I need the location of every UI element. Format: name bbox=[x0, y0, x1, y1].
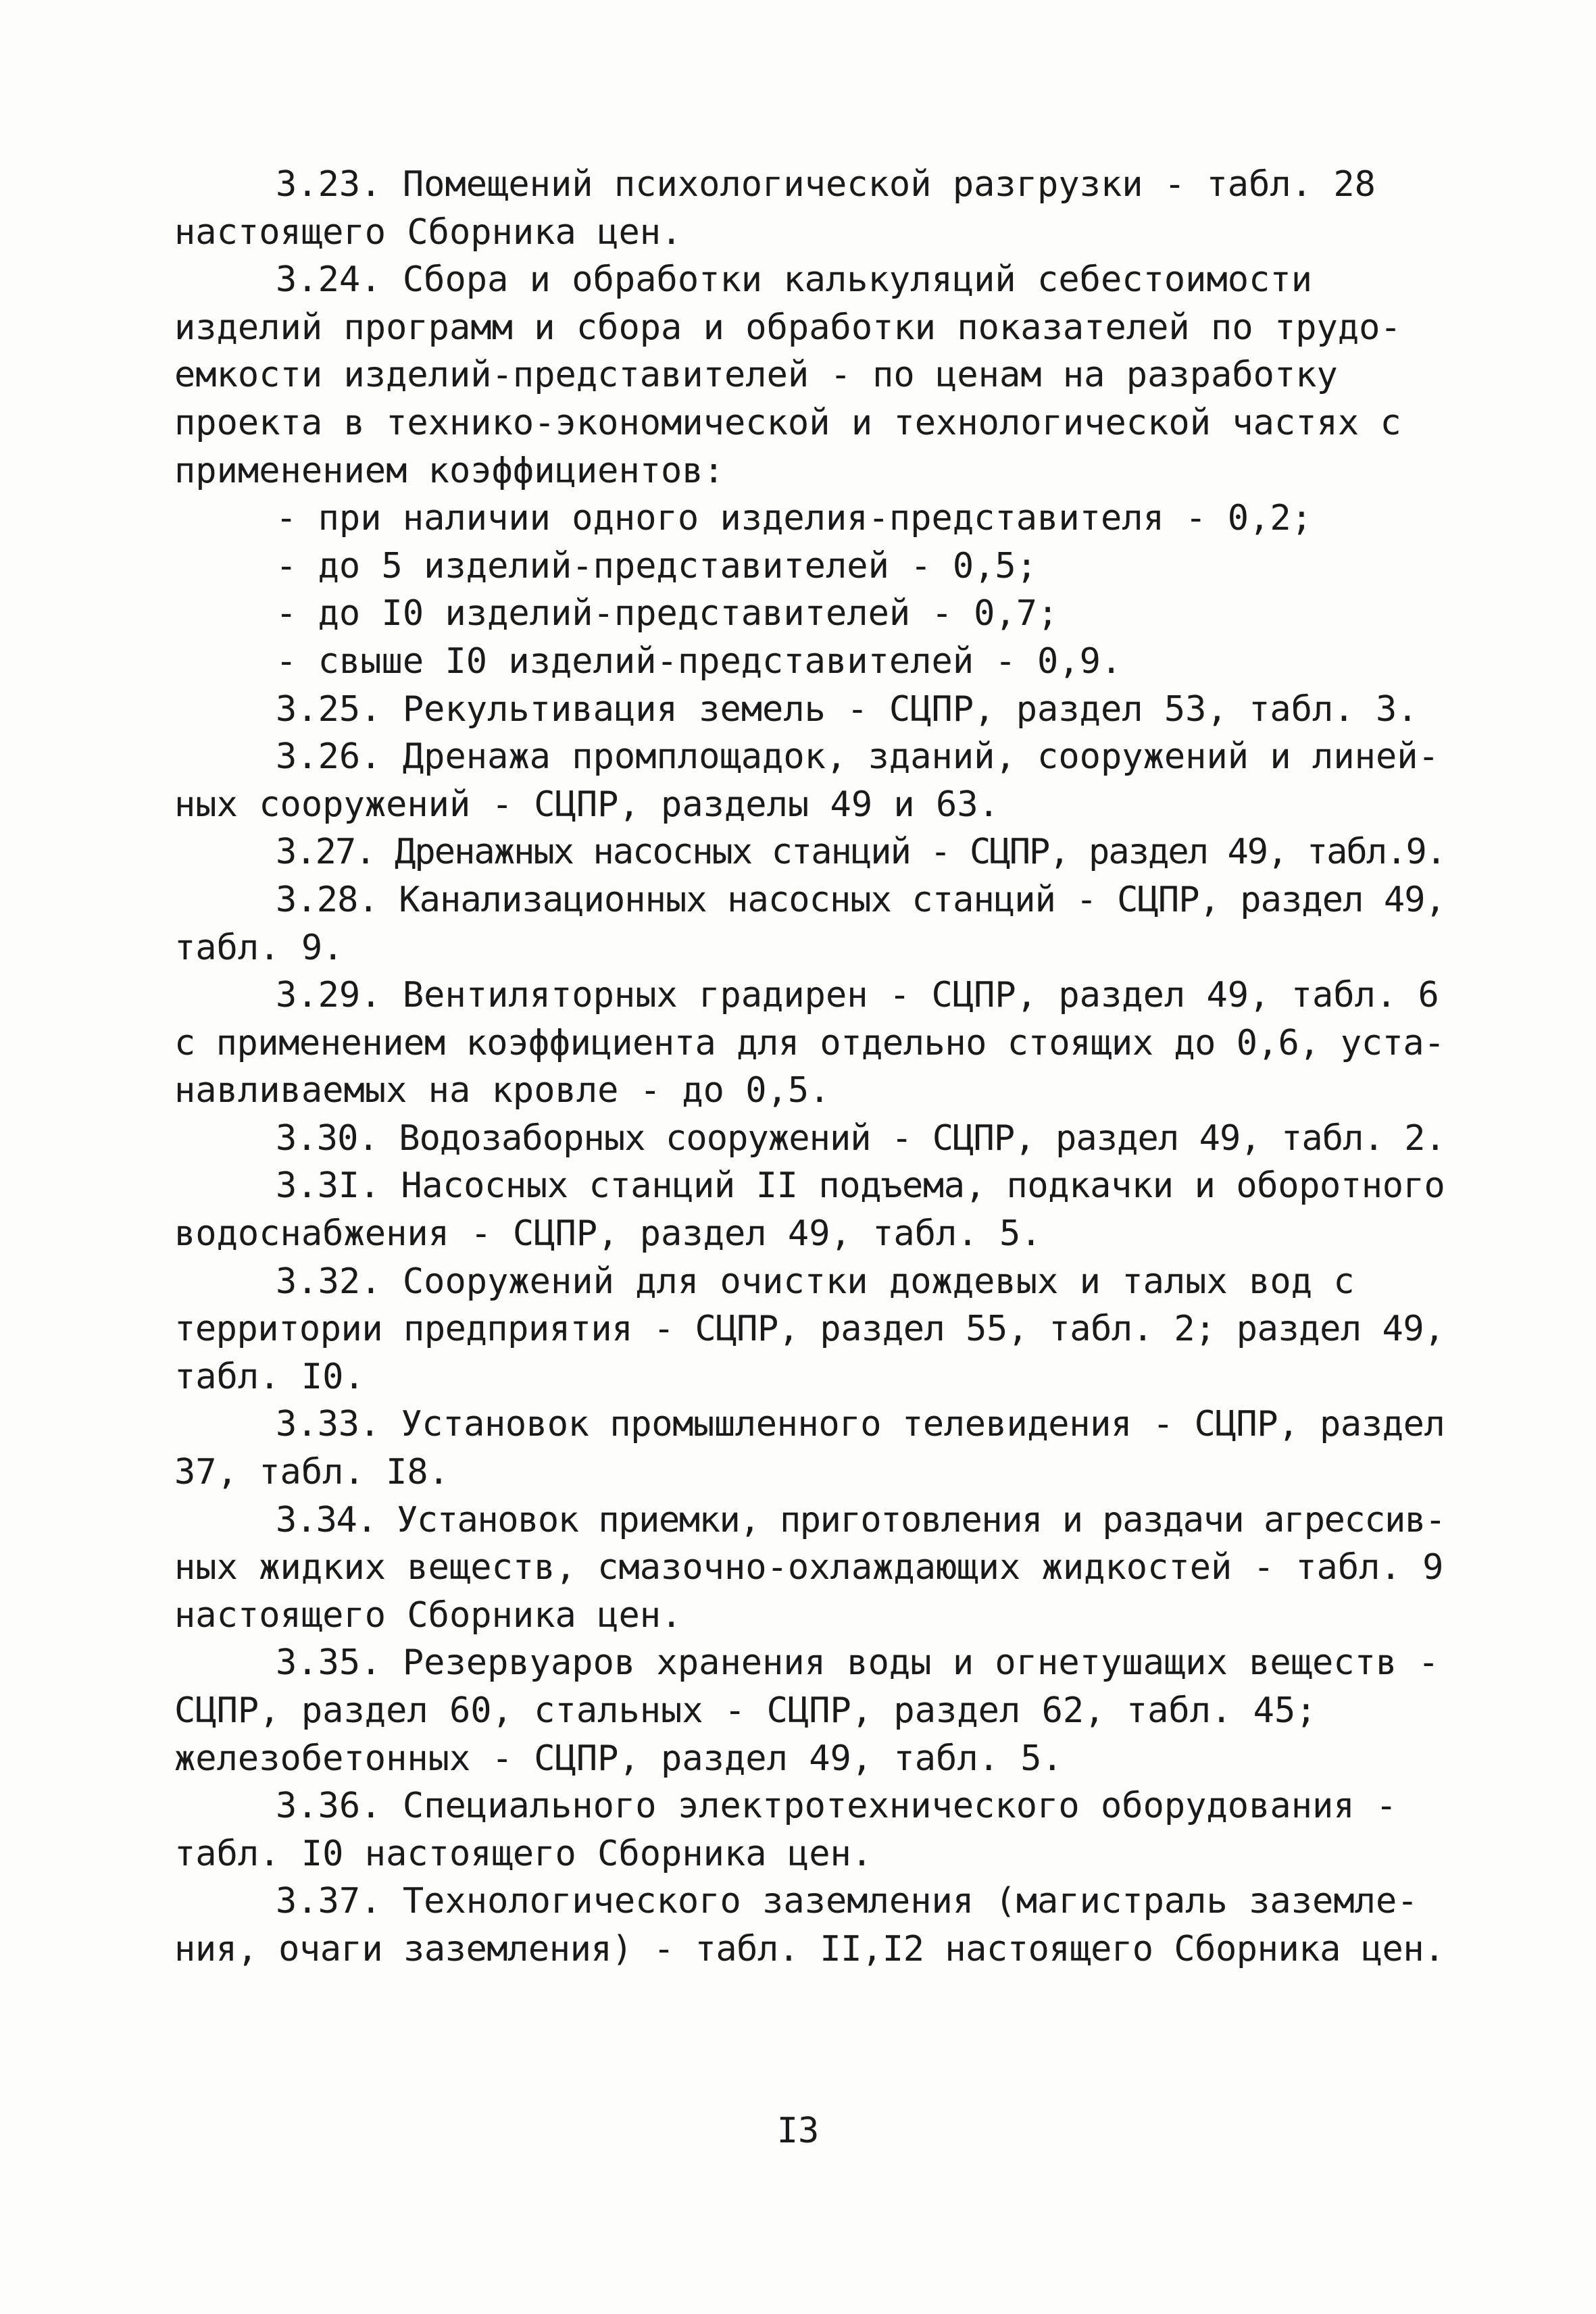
text-line: водоснабжения - СЦПР, раздел 49, табл. 5. bbox=[174, 1213, 1042, 1255]
text-line: 3.36. Специального электротехнического оборудования - bbox=[276, 1786, 1397, 1827]
text-line: СЦПР, раздел 60, стальных - СЦПР, раздел 62, табл. 45; bbox=[174, 1690, 1317, 1731]
text-line: 3.37. Технологического заземления (магистраль заземле- bbox=[276, 1881, 1418, 1922]
text-line: 3.33. Установок промышленного телевидения - СЦПР, раздел bbox=[276, 1404, 1445, 1445]
text-line: 3.30. Водозаборных сооружений - СЦПР, раздел 49, табл. 2. bbox=[276, 1117, 1445, 1159]
text-line: ных сооружений - СЦПР, разделы 49 и 63. bbox=[174, 784, 999, 825]
text-line: - до 5 изделий-представителей - 0,5; bbox=[276, 545, 1038, 586]
text-line: настоящего Сборника цен. bbox=[174, 1594, 682, 1636]
text-line: 37, табл. I8. bbox=[174, 1452, 449, 1493]
text-line: 3.25. Рекультивация земель - СЦПР, раздел 53, табл. 3. bbox=[276, 688, 1418, 730]
text-line: 3.3I. Насосных станций II подъема, подкачки и оборотного bbox=[276, 1165, 1445, 1207]
text-line: емкости изделий-представителей - по ценам на разработку bbox=[174, 355, 1338, 396]
text-line: - при наличии одного изделия-представителя - 0,2; bbox=[276, 498, 1313, 539]
text-line: 3.29. Вентиляторных градирен - СЦПР, раздел 49, табл. 6 bbox=[276, 975, 1439, 1016]
text-line: 3.34. Установок приемки, приготовления и раздачи агрессив- bbox=[276, 1499, 1445, 1540]
text-line: настоящего Сборника цен. bbox=[174, 211, 682, 253]
text-line: - до I0 изделий-представителей - 0,7; bbox=[276, 593, 1059, 634]
text-line: 3.26. Дренажа промплощадок, зданий, сооружений и линей- bbox=[276, 736, 1439, 778]
text-line: с применением коэффициента для отдельно стоящих до 0,6, уста- bbox=[174, 1022, 1445, 1063]
text-line: табл. I0. bbox=[174, 1356, 365, 1397]
text-line: 3.35. Резервуаров хранения воды и огнетушащих веществ - bbox=[276, 1642, 1439, 1684]
text-line: навливаемых на кровле - до 0,5. bbox=[174, 1070, 830, 1111]
text-line: проекта в технико-экономической и технологической частях с bbox=[174, 402, 1401, 443]
text-line: 3.24. Сбора и обработки калькуляций себестоимости bbox=[276, 259, 1313, 301]
text-line: - свыше I0 изделий-представителей - 0,9. bbox=[276, 640, 1122, 682]
text-line: применением коэффициентов: bbox=[174, 450, 724, 491]
text-line: ния, очаги заземления) - табл. II,I2 настоящего Сборника цен. bbox=[174, 1928, 1445, 1969]
text-line: изделий программ и сбора и обработки показателей по трудо- bbox=[174, 307, 1401, 348]
text-line: 3.27. Дренажных насосных станций - СЦПР, раздел 49, табл.9. bbox=[276, 832, 1446, 873]
text-line: 3.23. Помещений психологической разгрузки - табл. 28 bbox=[276, 164, 1376, 205]
text-line: территории предприятия - СЦПР, раздел 55, табл. 2; раздел 49, bbox=[174, 1309, 1445, 1350]
text-line: железобетонных - СЦПР, раздел 49, табл. 5. bbox=[174, 1738, 1063, 1779]
text-line: табл. 9. bbox=[174, 927, 344, 968]
text-line: 3.28. Канализационных насосных станций - СЦПР, раздел 49, bbox=[276, 879, 1445, 920]
text-line: 3.32. Сооружений для очистки дождевых и талых вод с bbox=[276, 1261, 1355, 1302]
document-body bbox=[174, 161, 1445, 1973]
text-line: табл. I0 настоящего Сборника цен. bbox=[174, 1833, 873, 1874]
page-number: I3 bbox=[776, 2111, 820, 2151]
text-line: ных жидких веществ, смазочно-охлаждающих жидкостей - табл. 9 bbox=[174, 1547, 1444, 1588]
